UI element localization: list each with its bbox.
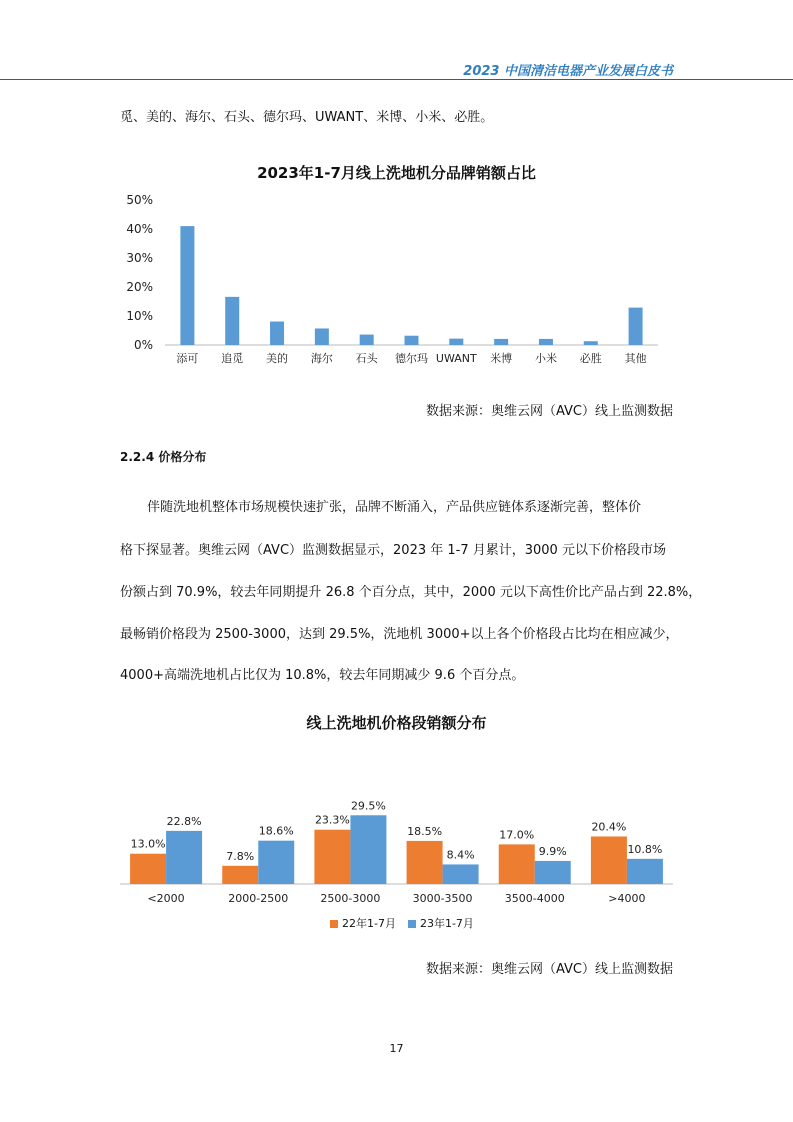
body-line-2: 格下探显著。奥维云网（AVC）监测数据显示，2023 年 1-7 月累计，3000 元以下价格段市场 xyxy=(120,543,666,558)
bar xyxy=(499,844,535,884)
body-line-1: 伴随洗地机整体市场规模快速扩张，品牌不断涌入，产品供应链体系逐渐完善，整体价 xyxy=(147,500,642,515)
bar xyxy=(225,297,239,345)
page-number: 17 xyxy=(389,1042,404,1055)
legend-label-23: 23年1-7月 xyxy=(419,917,474,930)
bar xyxy=(535,861,571,884)
bar xyxy=(360,335,374,345)
bar xyxy=(584,341,598,345)
y-tick-label: 20% xyxy=(126,280,153,294)
bar xyxy=(350,815,386,884)
data-label: 17.0% xyxy=(499,828,535,842)
y-tick-label: 0% xyxy=(133,338,153,352)
bar xyxy=(443,864,479,884)
x-tick-label: 美的 xyxy=(266,352,289,365)
x-tick-label: >4000 xyxy=(608,892,646,905)
x-tick-label: 石头 xyxy=(355,352,378,365)
data-label: 13.0% xyxy=(130,837,166,851)
y-tick-label: 10% xyxy=(126,309,153,323)
x-tick-label: 米博 xyxy=(490,352,513,365)
bar xyxy=(314,830,350,884)
x-tick-label: 3000-3500 xyxy=(412,892,473,905)
y-tick-label: 40% xyxy=(126,222,153,236)
bar xyxy=(449,339,463,345)
bar xyxy=(627,859,663,884)
intro-line: 觅、美的、海尔、石头、德尔玛、UWANT、米博、小米、必胜。 xyxy=(120,110,494,125)
chart2-legend xyxy=(330,915,474,931)
x-tick-label: <2000 xyxy=(147,892,185,905)
x-tick-label: 小米 xyxy=(534,352,557,365)
brand-share-chart xyxy=(0,190,793,390)
data-label: 18.6% xyxy=(258,824,294,838)
data-label: 29.5% xyxy=(350,799,386,813)
chart2-title: 线上洗地机价格段销额分布 xyxy=(306,714,487,732)
bar xyxy=(166,831,202,884)
legend-item-23 xyxy=(408,915,474,931)
x-tick-label: 2500-3000 xyxy=(320,892,381,905)
bar xyxy=(222,866,258,884)
y-tick-label: 50% xyxy=(126,193,153,207)
bar xyxy=(591,836,627,884)
bar xyxy=(405,336,419,345)
data-label: 23.3% xyxy=(314,813,350,827)
x-tick-label: 必胜 xyxy=(579,352,602,365)
chart2-source: 数据来源：奥维云网（AVC）线上监测数据 xyxy=(425,962,673,977)
legend-swatch-22 xyxy=(330,920,338,928)
x-tick-label: UWANT xyxy=(435,352,477,365)
legend-label-22: 22年1-7月 xyxy=(342,917,396,930)
data-label: 22.8% xyxy=(166,814,202,828)
bar xyxy=(270,322,284,345)
data-label: 7.8% xyxy=(226,849,255,863)
header-rule xyxy=(0,79,793,80)
legend-item-22 xyxy=(330,915,396,931)
bar xyxy=(494,339,508,345)
data-label: 18.5% xyxy=(407,824,443,838)
page-header-title: 2023 中国清洁电器产业发展白皮书 xyxy=(463,64,673,79)
bar xyxy=(407,841,443,884)
price-band-chart xyxy=(0,772,793,912)
x-tick-label: 添可 xyxy=(176,352,199,365)
x-tick-label: 海尔 xyxy=(310,352,333,365)
bar xyxy=(130,854,166,884)
section-heading: 2.2.4 价格分布 xyxy=(120,450,207,464)
chart1-title: 2023年1-7月线上洗地机分品牌销额占比 xyxy=(257,164,536,182)
x-tick-label: 2000-2500 xyxy=(228,892,289,905)
data-label: 8.4% xyxy=(446,848,475,862)
x-tick-label: 德尔玛 xyxy=(395,352,428,365)
bar xyxy=(180,226,194,345)
bar xyxy=(315,328,329,345)
data-label: 9.9% xyxy=(538,844,567,858)
x-tick-label: 3500-4000 xyxy=(504,892,565,905)
bar xyxy=(629,308,643,345)
chart1-source: 数据来源：奥维云网（AVC）线上监测数据 xyxy=(425,404,673,419)
bar xyxy=(258,841,294,884)
body-line-4: 最畅销价格段为 2500-3000，达到 29.5%，洗地机 3000+以上各个价格段占比均在相应减少， xyxy=(120,627,679,642)
x-tick-label: 追觅 xyxy=(221,352,244,365)
body-line-3: 份额占到 70.9%，较去年同期提升 26.8 个百分点，其中，2000 元以下高性价比产品占到 22.8%， xyxy=(120,585,702,600)
body-line-5: 4000+高端洗地机占比仅为 10.8%，较去年同期减少 9.6 个百分点。 xyxy=(120,668,525,683)
legend-swatch-23 xyxy=(408,920,416,928)
data-label: 10.8% xyxy=(627,842,663,856)
y-tick-label: 30% xyxy=(126,251,153,265)
data-label: 20.4% xyxy=(591,820,627,834)
bar xyxy=(539,339,553,345)
x-tick-label: 其他 xyxy=(624,352,647,365)
